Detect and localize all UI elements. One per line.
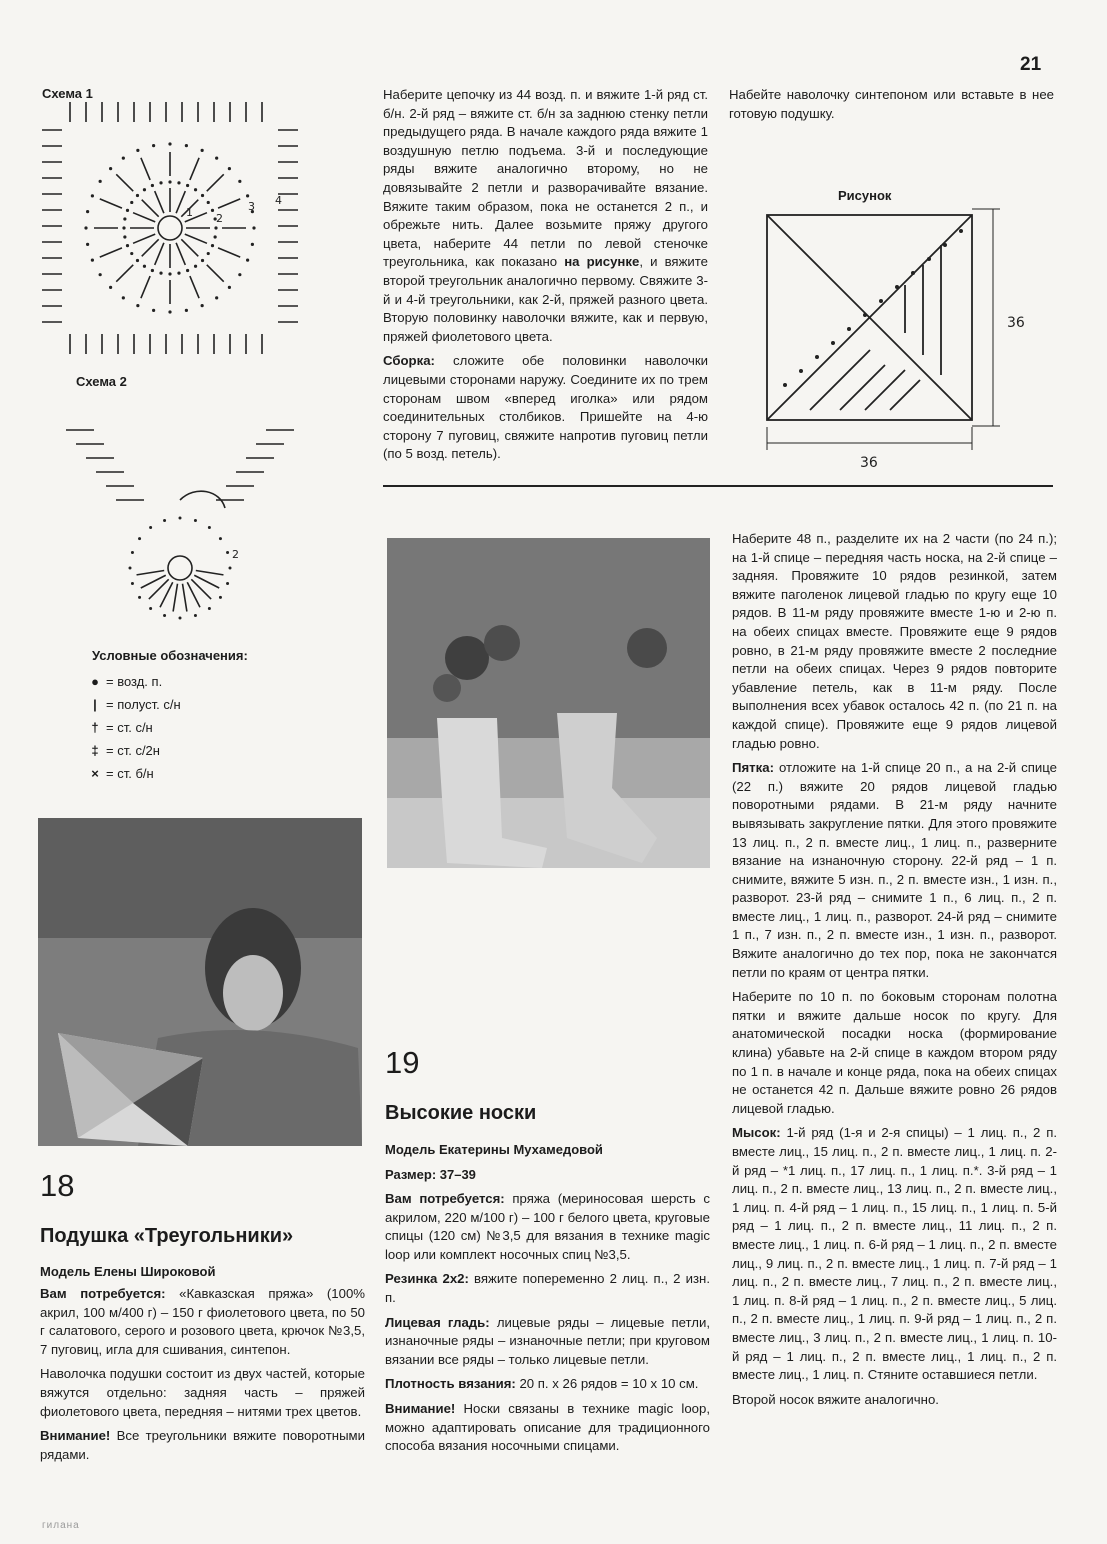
legend-symbol: ● (91, 674, 99, 689)
socks-column-1 (385, 1190, 710, 1462)
legend-item: | = полуст. с/н (88, 693, 181, 716)
socks-gauge: Плотность вязания: 20 п. х 26 рядов = 10 х 10 см. (385, 1376, 699, 1392)
schema1-diagram (40, 100, 300, 360)
pillow-photo-illustration (38, 818, 362, 1146)
legend-symbol: | (93, 697, 97, 712)
legend-item: † = ст. с/н (88, 716, 181, 739)
socks-column-2 (732, 530, 1057, 1415)
socks-start: Наберите 48 п., разделите их на 2 части (по 24 п.); на 1-й спице – передняя часть носка, на 2-й спице – задняя. Провяжите 10 рядов резинкой, затем вяжите паголенок лицевой гладью по кругу еще 10 рядов. В 11-м ряду провяжите вместе 1-ю и 2-ю п. на обеих спицах вместе. Провяжите еще 9 рядов ровно, в 21-м ряду провяжите вместе 2 последние петли на обеих спицах. Через 9 рядов повторите убавление петель, как в 11-м ряду. После выполнения всех убавок осталось 42 п. (по 21 п. на каждой спице). Провяжите еще 9 рядов лицевой гладью ровно. (732, 531, 1057, 751)
pillow-assembly: Сборка: сложите обе половинки наволочки лицевыми сторонами наружу. Соедините их по трем сторонам швом «вперед иголка» или рядом соединительных столбиков. Пришейте на 4-ю сторону 7 пуговиц, свяжите напротив пуговиц петли (по 5 возд. петель). (383, 353, 708, 462)
watermark: гилана (42, 1520, 80, 1531)
figure-diagram (745, 205, 1055, 475)
schema2-diagram (60, 400, 300, 640)
page-number: 21 (1020, 54, 1042, 75)
pillow-fill-text: Набейте наволочку синтепоном или вставьте в нее готовую подушку. (729, 87, 1054, 121)
pillow-column-3 (729, 86, 1054, 129)
socks-stockinette: Лицевая гладь: лицевые ряды – лицевые петли, изнаночные ряды – изнаночные петли; при круговом вязании все ряды – только лицевые петли. (385, 1314, 710, 1367)
legend-item: ‡ = ст. с/2н (88, 739, 181, 762)
legend-title: Условные обозначения: (92, 648, 248, 663)
socks-needs: Вам потребуется: пряжа (мериносовая шерсть с акрилом, 220 м/100 г) – 100 г белого цвета, круговые спицы (120 см) №3,5 для вязания в технике magic loop или комплект носочных спиц №3,5. (385, 1191, 710, 1262)
pillow-instructions: Наберите цепочку из 44 возд. п. и вяжите 1-й ряд ст. б/н. 2-й ряд – вяжите ст. б/н за заднюю стенку петли предыдущего ряда. В начале каждого ряда вяжите 1 воздушную петлю подъема. 3-й и последующие ряды вяжите аналогично второму, но не довязывайте 2 петли и разворачивайте вязание. Вяжите таким образом, пока не останется 2 п., и обрежьте нить. Далее возьмите пряжу другого цвета, наберите 44 петли по левой стеночке треугольника, как показано на рисунке, и вяжите второй треугольник аналогично первому. Свяжите 3-й и 4-й треугольники, как 2-й, пряжей разного цвета. Вторую половинку наволочки вяжите, как и первую, пряжей фиолетового цвета. (383, 87, 708, 344)
schema1-round-1: 1 (186, 206, 193, 219)
schema1-round-2: 2 (216, 212, 223, 225)
socks-rib: Резинка 2х2: вяжите попеременно 2 лиц. п., 2 изн. п. (385, 1271, 710, 1305)
schema2-label: Схема 2 (76, 374, 127, 389)
section-divider (383, 485, 1053, 487)
socks-toe: Мысок: 1-й ряд (1-я и 2-я спицы) – 1 лиц. п., 2 п. вместе лиц., 15 лиц. п., 2 п. вместе лиц., 1 лиц. п. 2-й ряд – *1 лиц. п., 17 лиц. п., 1 лиц. п.*. 3-й ряд – 1 лиц. п., 2 п. вместе лиц., 13 лиц. п., 2 п. вместе лиц., 1 лиц. п. 4-й ряд – 1 лиц. п., 15 лиц. п., 1 лиц. п. 5-й ряд – 1 лиц. п., 2 п. вместе лиц., 11 лиц. п., 2 п. вместе лиц., 1 лиц. п. 6-й ряд – 1 лиц. п., 2 п. вместе лиц., 9 лиц. п., 2 п. вместе лиц., 1 лиц. п. 7-й ряд – 1 лиц. п., 2 п. вместе лиц., 7 лиц. п., 2 п. вместе лиц., 1 лиц. п. 8-й ряд – 1 лиц. п., 2 п. вместе лиц., 5 лиц. п., 2 п. вместе лиц., 1 лиц. п. 9-й ряд – 1 лиц. п., 2 п. вместе лиц., 3 лиц. п., 2 п. вместе лиц., 1 лиц. п. 10-й ряд – 1 лиц. п., 2 п. вместе лиц., 1 лиц. п., 2 п. вместе лиц., 1 лиц. п. Стяните оставшиеся петли. (732, 1125, 1057, 1383)
schema2-round: 2 (232, 548, 239, 561)
pillow-number: 18 (40, 1168, 75, 1203)
figure-label: Рисунок (838, 188, 892, 203)
socks-title: Высокие носки (385, 1102, 537, 1124)
legend-item: × = ст. б/н (88, 762, 181, 785)
legend-symbol: ‡ (91, 743, 99, 758)
socks-number: 19 (385, 1045, 420, 1080)
socks-model: Модель Екатерины Мухамедовой (385, 1142, 603, 1157)
figure-width: 36 (860, 455, 878, 471)
socks-photo (387, 538, 710, 868)
legend-item: ● = возд. п. (88, 670, 181, 693)
socks-foot: Наберите по 10 п. по боковым сторонам полотна пятки и вяжите дальше носок по кругу. Для анатомической посадки носка (формирование клина) убавьте на 2-й спице в каждом втором ряду по 1 п. в начале и конце ряда, пока на обеих спицах не останется 42 п. Дальше вяжите ровно 26 рядов лицевой гладью. (732, 989, 1057, 1116)
pillow-attention: Внимание! Все треугольники вяжите поворотными рядами. (40, 1428, 365, 1462)
legend-list (88, 670, 181, 785)
socks-photo-illustration (387, 538, 710, 868)
pillow-title: Подушка «Треугольники» (40, 1225, 294, 1247)
pillow-model: Модель Елены Широковой (40, 1264, 216, 1279)
pillow-column-2 (383, 86, 708, 470)
pillow-needs: Вам потребуется: «Кавказская пряжа» (100% акрил, 100 м/400 г) – 150 г фиолетового цвета, по 50 г салатового, серого и розового цвета, крючок №3,5, 7 пуговиц, игла для сшивания, синтепон. (40, 1286, 366, 1357)
figure-height: 36 (1007, 315, 1025, 331)
pillow-intro: Наволочка подушки состоит из двух частей, которые вяжутся отдельно: задняя часть – пряжей фиолетового цвета, передняя – нитями трех цветов. (40, 1366, 365, 1419)
socks-second: Второй носок вяжите аналогично. (732, 1391, 939, 1407)
socks-attention: Внимание! Носки связаны в технике magic loop, можно адаптировать описание для традиционного способа вязания носочными спицами. (385, 1400, 710, 1454)
pillow-column-1 (40, 1285, 365, 1470)
schema1-round-3: 3 (248, 200, 255, 213)
pillow-photo (38, 818, 362, 1146)
legend-symbol: † (91, 720, 99, 735)
legend-symbol: × (91, 766, 99, 781)
socks-size: Размер: 37–39 (385, 1167, 476, 1182)
schema1-round-4: 4 (275, 194, 282, 207)
schema1-label: Схема 1 (42, 86, 93, 101)
socks-heel: Пятка: отложите на 1-й спице 20 п., а на 2-й спице (22 п.) вяжите 20 рядов лицевой гладью поворотными рядами. В 21-м ряду начните вывязывать закругление пятки. Для этого провяжите 13 лиц. п., 2 п. вместе лиц., 1 лиц. п., разверните вязание на изнаночную сторону. 22-й ряд – 1 п. снимите, вяжите 5 изн. п., 2 п. вместе изн., 1 изн. п., разворот. 23-й ряд – снимите 1 п., 6 лиц. п., 2 п. вместе лиц., 1 лиц. п., разворот. 24-й ряд – снимите 1 п., 7 изн. п., 2 п. вместе изн., 1 изн. п., разворот. Вяжите аналогично до тех пор, пока не закончатся петли по краям от центра пятки. (732, 760, 1057, 980)
